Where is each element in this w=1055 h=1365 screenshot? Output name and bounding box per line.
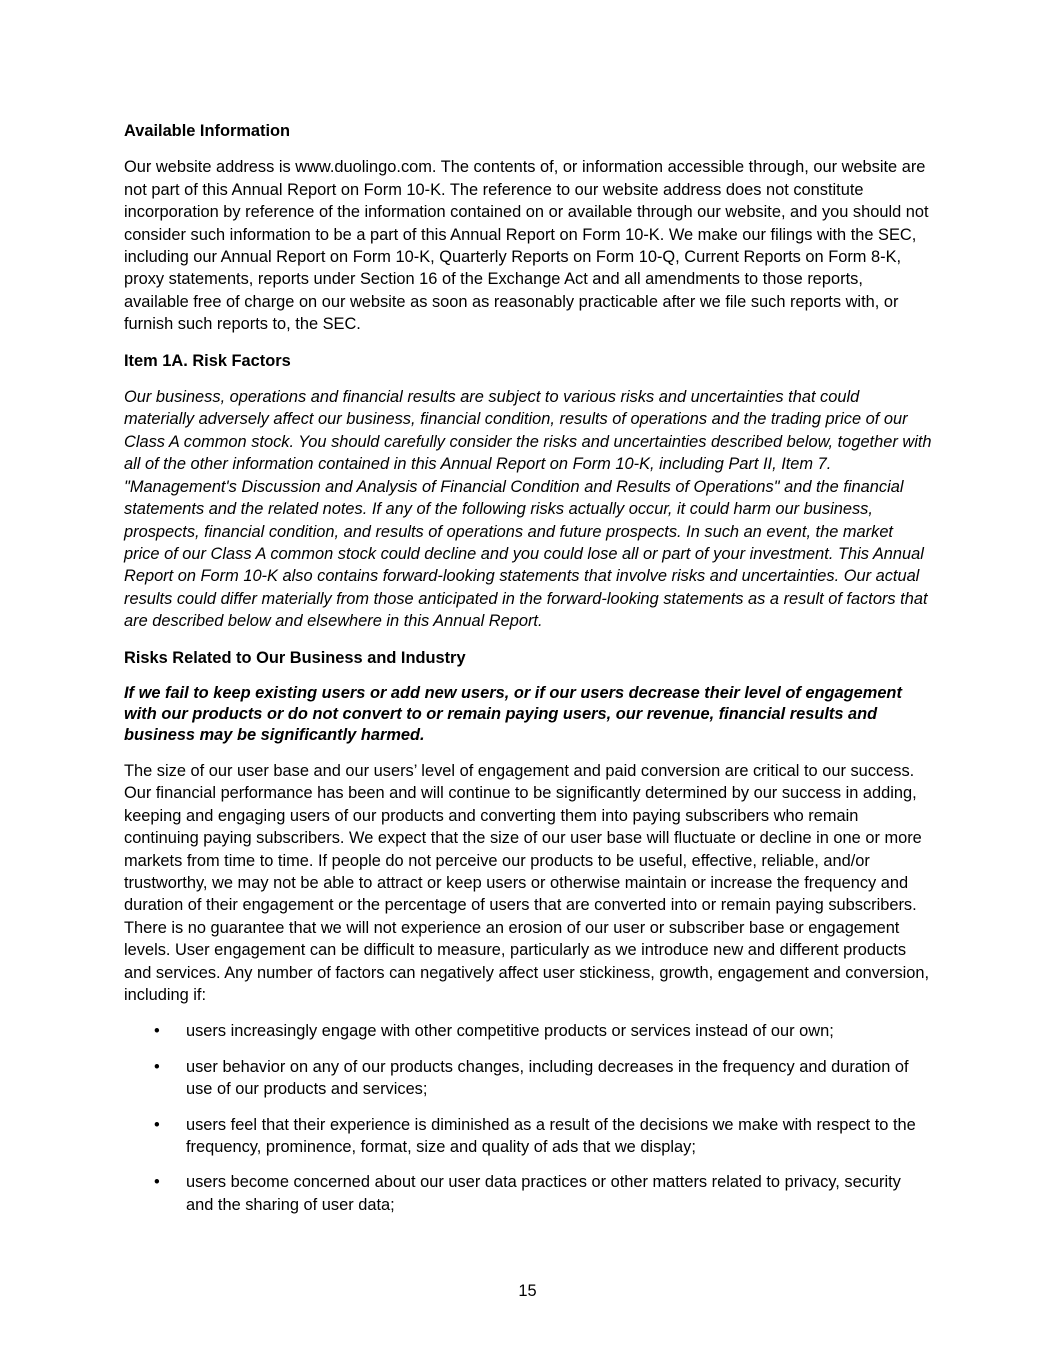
list-item xyxy=(124,1020,932,1042)
available-information-heading: Available Information xyxy=(124,122,291,140)
bullet-icon: • xyxy=(154,1173,160,1192)
available-information-paragraph: Our website address is www.duolingo.com. The contents of, or information accessible through, our website are not part of this Annual Report on Form 10-K. The reference to our website address does not constitute incorporation by reference of the information contained on or available through our website, and you should not consider such information to be a part of this Annual Report on Form 10-K. We make our filings with the SEC, including our Annual Report on Form 10-K, Quarterly Reports on Form 10-Q, Current Reports on Form 8-K, proxy statements, reports under Section 16 of the Exchange Act and all amendments to those reports, available free of charge on our website as soon as reasonably practicable after we file such reports with, or furnish such reports to, the SEC. xyxy=(124,158,929,334)
risk-factors-heading: Item 1A. Risk Factors xyxy=(124,351,291,370)
risk-factors-intro: Our business, operations and financial results are subject to various risks and uncertainties that could materially adversely affect our business, financial condition, results of operations and the trading price of our Class A common stock. You should carefully consider the risks and uncertainties described below, together with all of the other information contained in this Annual Report on Form 10-K, including Part II, Item 7. "Management's Discussion and Analysis of Financial Condition and Results of Operations" and the financial statements and the related notes. If any of the following risks actually occur, it could harm our business, prospects, financial condition, and results of operations and future prospects. In such an event, the market price of our Class A common stock could decline and you could lose all or part of your investment. This Annual Report on Form 10-K also contains forward-looking statements that involve risks and uncertainties. Our actual results could differ materially from those anticipated in the forward-looking statements as a result of factors that are described below and elsewhere in this Annual Report. xyxy=(124,388,932,631)
list-item-text: users increasingly engage with other competitive products or services instead of our own; xyxy=(186,1022,834,1041)
list-item-text: users become concerned about our user data practices or other matters related to privacy, security and the sharing of user data; xyxy=(186,1173,901,1214)
list-item xyxy=(124,1171,932,1216)
bullet-icon: • xyxy=(154,1022,160,1041)
risk-title: If we fail to keep existing users or add new users, or if our users decrease their level of engagement with our products or do not convert to or remain paying users, our revenue, financial results and business may be significantly harmed. xyxy=(124,683,902,744)
page-number: 15 xyxy=(518,1282,537,1300)
business-risks-heading: Risks Related to Our Business and Industry xyxy=(124,648,466,667)
document-page xyxy=(124,120,932,1229)
list-item-text: users feel that their experience is diminished as a result of the decisions we make with respect to the frequency, prominence, format, size and quality of ads that we display; xyxy=(186,1115,916,1157)
bullet-icon: • xyxy=(154,1057,160,1076)
bullet-icon: • xyxy=(154,1115,160,1134)
list-item xyxy=(124,1056,932,1101)
list-item xyxy=(124,1114,932,1159)
list-item-text: user behavior on any of our products changes, including decreases in the frequency and duration of use of our products and services; xyxy=(186,1057,909,1099)
business-risks-paragraph: The size of our user base and our users’ level of engagement and paid conversion are critical to our success. Our financial performance has been and will continue to be significantly determined by our success in adding, keeping and engaging users of our products and converting them into paying subscribers who remain continuing paying subscribers. We expect that the size of our user base will fluctuate or decline in one or more markets from time to time. If people do not perceive our products to be useful, effective, reliable, and/or trustworthy, we may not be able to attract or keep users or otherwise maintain or increase the frequency and duration of their engagement or the percentage of users that are converted into or remain paying subscribers. There is no guarantee that we will not experience an erosion of our user or subscriber base or engagement levels. User engagement can be difficult to measure, particularly as we introduce new and different products and services. Any number of factors can negatively affect user stickiness, growth, engagement and conversion, including if: xyxy=(124,761,930,1004)
risk-bullet-list xyxy=(124,1020,932,1216)
